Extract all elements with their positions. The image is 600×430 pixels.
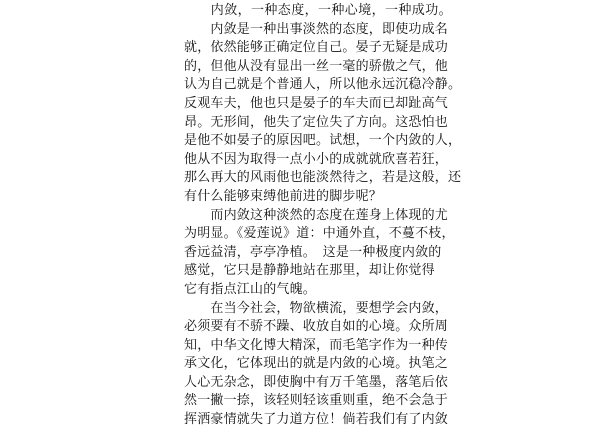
paragraph-line: 的，但他从没有显出一丝一毫的骄傲之气，他	[184, 58, 449, 74]
paragraph-line: 人心无杂念，即使胸中有万千笔墨，落笔后依	[184, 374, 449, 390]
paragraph-line: 必须要有不骄不躁、收放自如的心境。众所周	[184, 319, 449, 335]
essay-text-column	[184, 2, 462, 430]
paragraph-line: 承文化，它体现出的就是内敛的心境。执笔之	[184, 356, 449, 372]
paragraph-line: 为明显。《爱莲说》道：中通外直，不蔓不枝，	[184, 226, 455, 242]
paragraph-line: 是他不如晏子的原因吧。试想，一个内敛的人，	[184, 133, 462, 149]
paragraph-line: 有什么能够束缚他前进的脚步呢？	[184, 188, 383, 204]
paragraph-line: 昂。无形间，他失了定位失了方向。这恐怕也	[184, 114, 449, 130]
paragraph-line: 就，依然能够正确定位自己。晏子无疑是成功	[184, 40, 449, 56]
paragraph-line: 而内敛这种淡然的态度在莲身上体现的尤	[184, 207, 449, 223]
paragraph-line: 感觉，它只是静静地站在那里，却让你觉得	[184, 263, 435, 279]
paragraph-line: 挥洒豪情就失了力道方位！倘若我们有了内敛	[184, 412, 449, 428]
paragraph-line: 它有指点江山的气魄。	[184, 281, 317, 297]
paragraph-line: 内敛是一种出事淡然的态度，即使功成名	[184, 21, 449, 37]
paragraph-line: 反观车夫，他也只是晏子的车夫而已却趾高气	[184, 95, 449, 111]
paragraph-line: 知，中华文化博大精深，而毛笔字作为一种传	[184, 337, 449, 353]
paragraph-line: 他从不因为取得一点小小的成就就欣喜若狂，	[184, 151, 449, 167]
paragraph-line: 认为自己就是个普通人，所以他永远沉稳冷静。	[184, 77, 462, 93]
paragraph-line: 在当今社会，物欲横流，要想学会内敛，	[184, 300, 449, 316]
essay-title-line: 内敛，一种态度，一种心境，一种成功。	[184, 3, 453, 18]
paragraph-line: 香远益清，亭亭净植。 这是一种极度内敛的	[184, 244, 442, 260]
paragraph-line: 然一撇一捺，该轻则轻该重则重，绝不会急于	[184, 393, 449, 409]
paragraph-line: 那么再大的风雨他也能淡然待之，若是这般，还	[184, 170, 462, 186]
